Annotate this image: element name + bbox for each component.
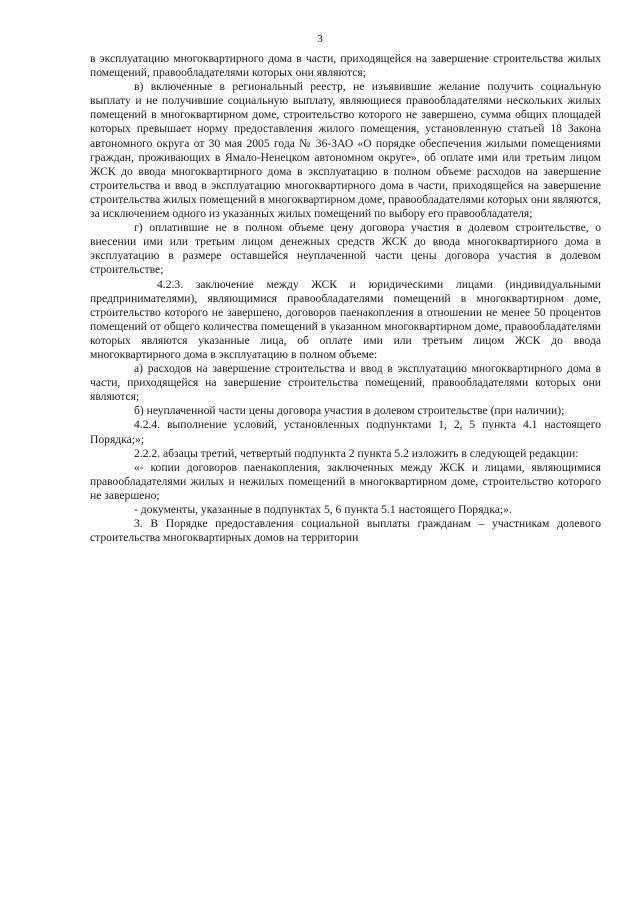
paragraph-continuation: в эксплуатацию многоквартирного дома в части, приходящейся на завершение строительства жилых помещений, правообладателями которых они являются; — [90, 52, 601, 80]
paragraph-section-3: 3. В Порядке предоставления социальной выплаты гражданам – участникам долевого строительства многоквартирных домов на территории — [90, 517, 601, 545]
page-number: 3 — [317, 33, 323, 45]
paragraph-4-2-3: 4.2.3. заключение между ЖСК и юридическими лицами (индивидуальными предпринимателями), являющимися правообладателями помещений в многоквартирном доме, строительство которого не завершено, договоров паенакопления в отношении не менее 50 процентов помещений от общего количества помещений в указанном многоквартирном доме, правообладателями которых являются указанные лица, об оплате ими или третьим лицом ЖСК до ввода многоквартирного дома в эксплуатацию в полном объеме: — [90, 277, 601, 361]
paragraph-quote-contracts: «- копии договоров паенакопления, заключенных между ЖСК и лицами, являющимися правообладателями жилых и нежилых помещений в многоквартирном доме, строительство которого не завершено; — [90, 460, 601, 502]
paragraph-2-2-2: 2.2.2. абзацы третий, четвертый подпункта 2 пункта 5.2 изложить в следующей редакции: — [134, 446, 579, 460]
paragraph-item-b: б) неуплаченной части цены договора участия в долевом строительстве (при наличии); — [134, 404, 565, 418]
paragraph-item-g: г) оплатившие не в полном объеме цену договора участия в долевом строительстве, о внесении ими или третьим лицом денежных средств ЖСК до ввода многоквартирного дома в эксплуатацию в размере оставшейся неуплаченной части цены договора участия в долевом строительстве; — [90, 221, 601, 277]
paragraph-item-v: в) включенные в региональный реестр, не изъявившие желание получить социальную выплату и не получившие социальную выплату, являющиеся правообладателями нескольких жилых помещений в многоквартирном доме, строительство которого не завершено, сумма общих площадей которых превышает норму предоставления жилого помещения, установленную статьей 18 Закона автономного округа от 30 мая 2005 года № 36-ЗАО «О порядке обеспечения жилыми помещениями граждан, проживающих в Ямало-Ненецком автономном округе», об оплате ими или третьим лицом ЖСК до ввода многоквартирного дома в эксплуатацию в полном объеме расходов на завершение строительства и ввод в эксплуатацию многоквартирного дома в части, приходящейся на завершение строительства жилых помещений в многоквартирном доме, правообладателями которых они являются, за исключением одного из указанных жилых помещений по выбору его правообладателя; — [90, 80, 601, 221]
paragraph-item-a: а) расходов на завершение строительства и ввод в эксплуатацию многоквартирного дома в части, приходящейся на завершение строительства помещений, правообладателями которых они являются; — [90, 362, 601, 404]
paragraph-4-2-4: 4.2.4. выполнение условий, установленных подпунктами 1, 2, 5 пункта 4.1 настоящего Порядка;»; — [90, 418, 601, 446]
document-body — [90, 52, 601, 545]
paragraph-quote-documents: - документы, указанные в подпунктах 5, 6 пункта 5.1 настоящего Порядка;». — [134, 503, 512, 516]
